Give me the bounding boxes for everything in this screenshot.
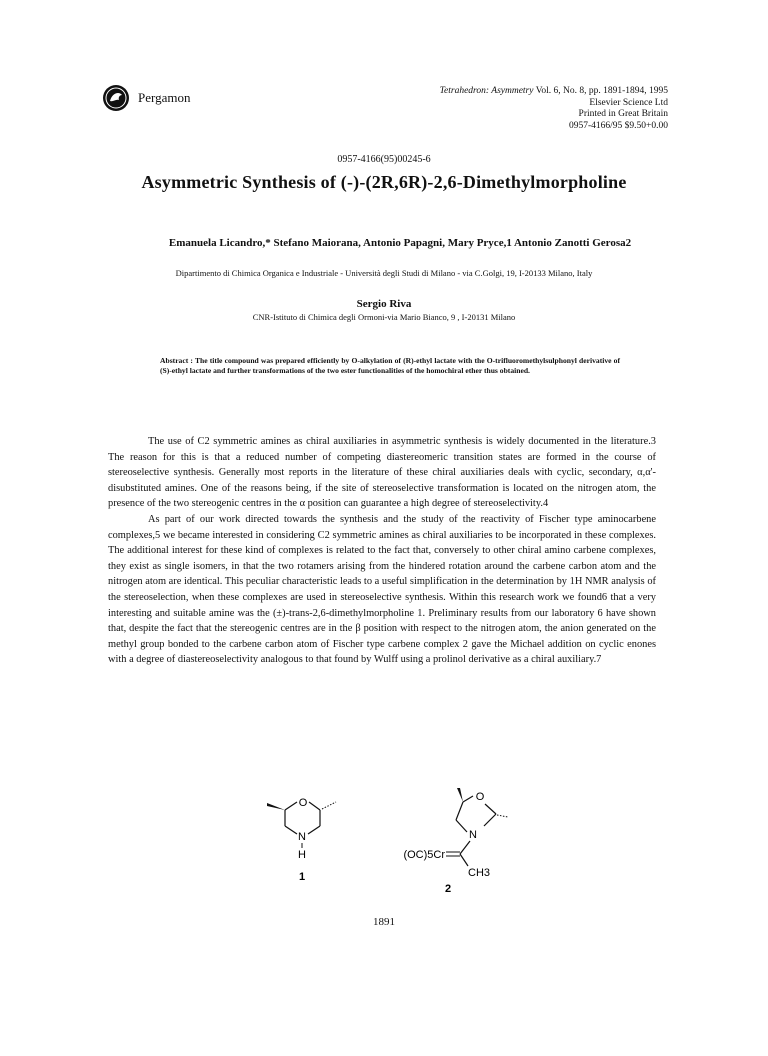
journal-info: [440, 86, 668, 132]
structure-2-chromium: (OC)5Cr: [403, 849, 445, 861]
body-text: [108, 434, 656, 668]
journal-volume: Vol. 6, No. 8, pp. 1891-1894, 1995: [533, 86, 668, 96]
abstract: [160, 356, 620, 376]
structure-1-oxygen: O: [298, 797, 308, 809]
chemical-structures: [250, 788, 580, 898]
author-list: Emanuela Licandro,* Stefano Maiorana, Antonio Papagni, Mary Pryce,1 Antonio Zanotti Gerosa2: [168, 237, 632, 249]
structure-2-methyl: CH3: [468, 867, 491, 879]
paper-title: Asymmetric Synthesis of (-)-(2R,6R)-2,6-Dimethylmorpholine: [141, 172, 627, 192]
abstract-lead: Abstract :: [160, 356, 193, 365]
journal-citation: [440, 86, 668, 98]
structure-2-oxygen: O: [475, 791, 485, 803]
page-number: 1891: [373, 916, 395, 928]
affiliation-2: CNR-Istituto di Chimica degli Ormoni-via Mario Bianco, 9 , I-20131 Milano: [252, 312, 516, 322]
journal-line4: 0957-4166/95 $9.50+0.00: [568, 120, 668, 131]
affiliation-1: Dipartimento di Chimica Organica e Industriale - Università degli Studi di Milano - via C.Golgi, 19, I-20133 Milano, Italy: [175, 268, 593, 278]
publisher-name: Pergamon: [138, 90, 191, 105]
structure-1: [267, 797, 336, 883]
structure-2: [403, 788, 508, 895]
structure-2-nitrogen: N: [469, 829, 477, 841]
journal-line2: Elsevier Science Ltd: [589, 97, 668, 108]
paragraph: The use of C2 symmetric amines as chiral auxiliaries in asymmetric synthesis is widely documented in the literature.3 The reason for this is that a reduced number of competing diastereomeric transition states are formed in the course of stereoselective synthesis. Generally most reports in the literature of these chiral auxiliaries deals with cyclic, secondary, α,α'-disubstituted amines. One of the reasons being, if the site of stereoselective transformation is located on the nitrogen atom, the presence of the two stereogenic centres in the α position can guarantee a high degree of stereoselectivity.4: [108, 436, 656, 510]
structure-1-hydrogen: H: [298, 849, 306, 861]
abstract-text: The title compound was prepared efficiently by O-alkylation of (R)-ethyl lactate with the O-trifluoromethylsulphonyl derivative of (S)-ethyl lactate and further transformations of the two ester functionalities of the homochiral ether thus obtained.: [160, 356, 621, 375]
structure-1-nitrogen: N: [298, 831, 306, 843]
paragraph: As part of our work directed towards the synthesis and the study of the reactivity of Fischer type aminocarbene complexes,5 we became interested in considering C2 symmetric amines as chiral auxiliaries to be incorporated in these complexes. The additional interest for these kind of complexes is related to the fact that, conversely to other chiral amino carbene complexes, they exist as single isomers, in that the two rotamers arising from the hindered rotation around the carbene carbon atom and the nitrogen atom are identical. This peculiar characteristic leads to a useful simplification in the determination by 1H NMR analysis of the stereoselection, when these complexes are used in stereoselective synthesis. Within this research work we found6 that a very interesting and suitable amine was the (±)-trans-2,6-dimethylmorpholine 1. Preliminary results from our laboratory 6 have shown that, despite the fact that the stereogenic centres are in the β position with respect to the nitrogen atom, the anion generated on the methyl group bonded to the carbene carbon atom of Fischer type carbene complex 2 gave the Michael addition on cyclic enones with a degree of diastereoselectivity analogous to that found by Wulff using a prolinol derivative as a chiral auxiliary.7: [108, 513, 656, 666]
doi: 0957-4166(95)00245-6: [337, 154, 431, 165]
structure-1-label: 1: [298, 871, 306, 883]
journal-name: Tetrahedron: Asymmetry: [439, 86, 534, 96]
structure-2-label: 2: [444, 883, 452, 895]
pergamon-logo: [102, 84, 130, 112]
journal-line3: Printed in Great Britain: [578, 109, 668, 119]
author-2: Sergio Riva: [356, 298, 412, 310]
